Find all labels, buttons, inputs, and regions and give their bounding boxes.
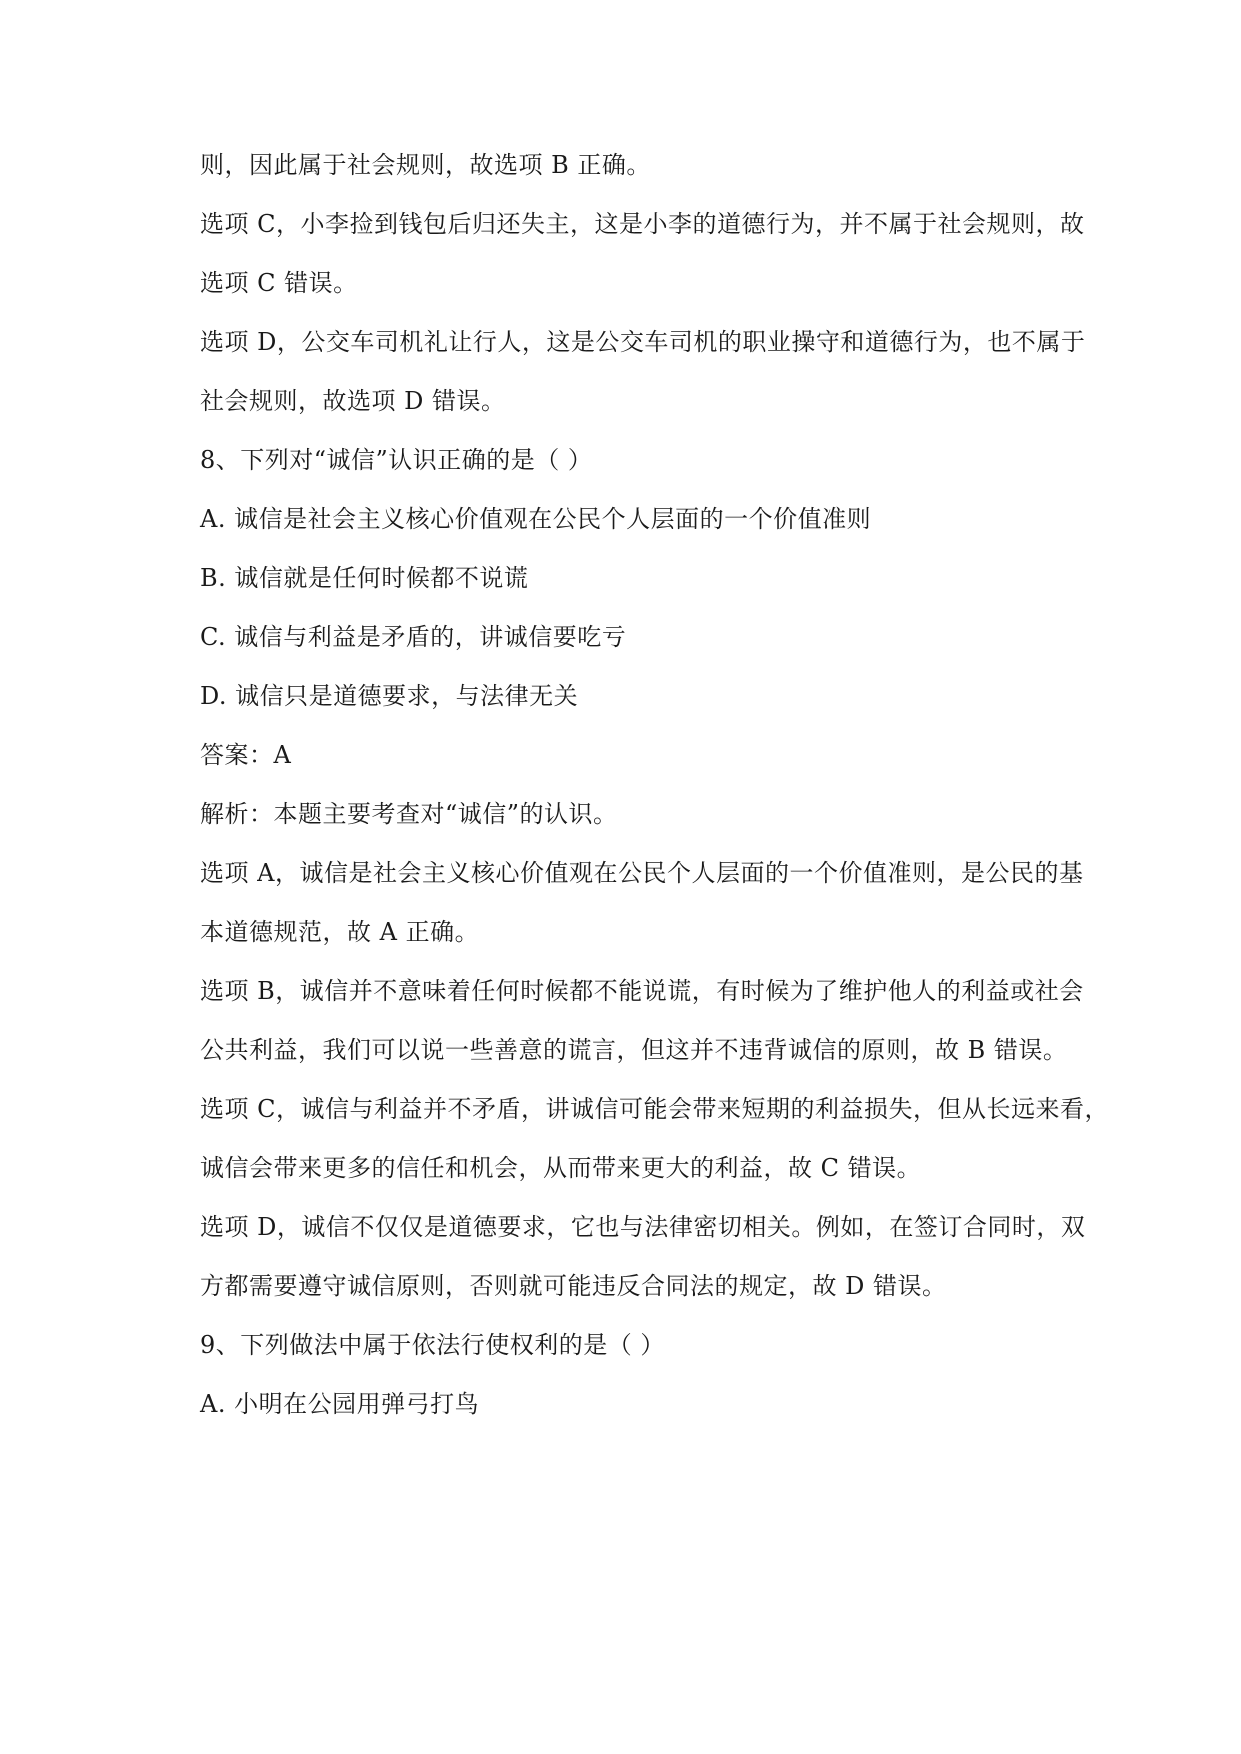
text-line: 诚信会带来更多的信任和机会，从而带来更大的利益，故 C 错误。: [200, 1154, 922, 1182]
text-line: 选项 C 错误。: [200, 269, 358, 297]
question-8-analysis: 解析：本题主要考查对“诚信”的认识。: [200, 800, 618, 828]
text-line: 本道德规范，故 A 正确。: [200, 918, 480, 946]
question-8-option-c: C. 诚信与利益是矛盾的，讲诚信要吃亏: [200, 623, 627, 651]
text-line: 选项 A，诚信是社会主义核心价值观在公民个人层面的一个价值准则，是公民的基: [200, 859, 1084, 887]
question-8-option-b: B. 诚信就是任何时候都不说谎: [200, 564, 529, 592]
text-line: 选项 B，诚信并不意味着任何时候都不能说谎，有时候为了维护他人的利益或社会: [200, 977, 1084, 1005]
text-line: 选项 D，公交车司机礼让行人，这是公交车司机的职业操守和道德行为，也不属于: [200, 328, 1086, 356]
question-8-title: 8、下列对“诚信”认识正确的是（ ）: [200, 446, 593, 474]
text-line: 选项 C，小李捡到钱包后归还失主，这是小李的道德行为，并不属于社会规则，故: [200, 210, 1085, 238]
question-9-title: 9、下列做法中属于依法行使权利的是（ ）: [200, 1331, 665, 1359]
text-line: 方都需要遵守诚信原则，否则就可能违反合同法的规定，故 D 错误。: [200, 1272, 947, 1300]
text-line: 社会规则，故选项 D 错误。: [200, 387, 506, 415]
text-line: 选项 D，诚信不仅仅是道德要求，它也与法律密切相关。例如，在签订合同时，双: [200, 1213, 1086, 1241]
text-line: 则，因此属于社会规则，故选项 B 正确。: [200, 151, 651, 179]
text-line: 选项 C，诚信与利益并不矛盾，讲诚信可能会带来短期的利益损失，但从长远来看，: [200, 1095, 1109, 1123]
question-8-option-a: A. 诚信是社会主义核心价值观在公民个人层面的一个价值准则: [200, 505, 872, 533]
text-line: 公共利益，我们可以说一些善意的谎言，但这并不违背诚信的原则，故 B 错误。: [200, 1036, 1068, 1064]
question-8-option-d: D. 诚信只是道德要求，与法律无关: [200, 682, 579, 710]
question-8-answer: 答案：A: [200, 741, 292, 769]
question-9-option-a: A. 小明在公园用弹弓打鸟: [200, 1390, 480, 1418]
